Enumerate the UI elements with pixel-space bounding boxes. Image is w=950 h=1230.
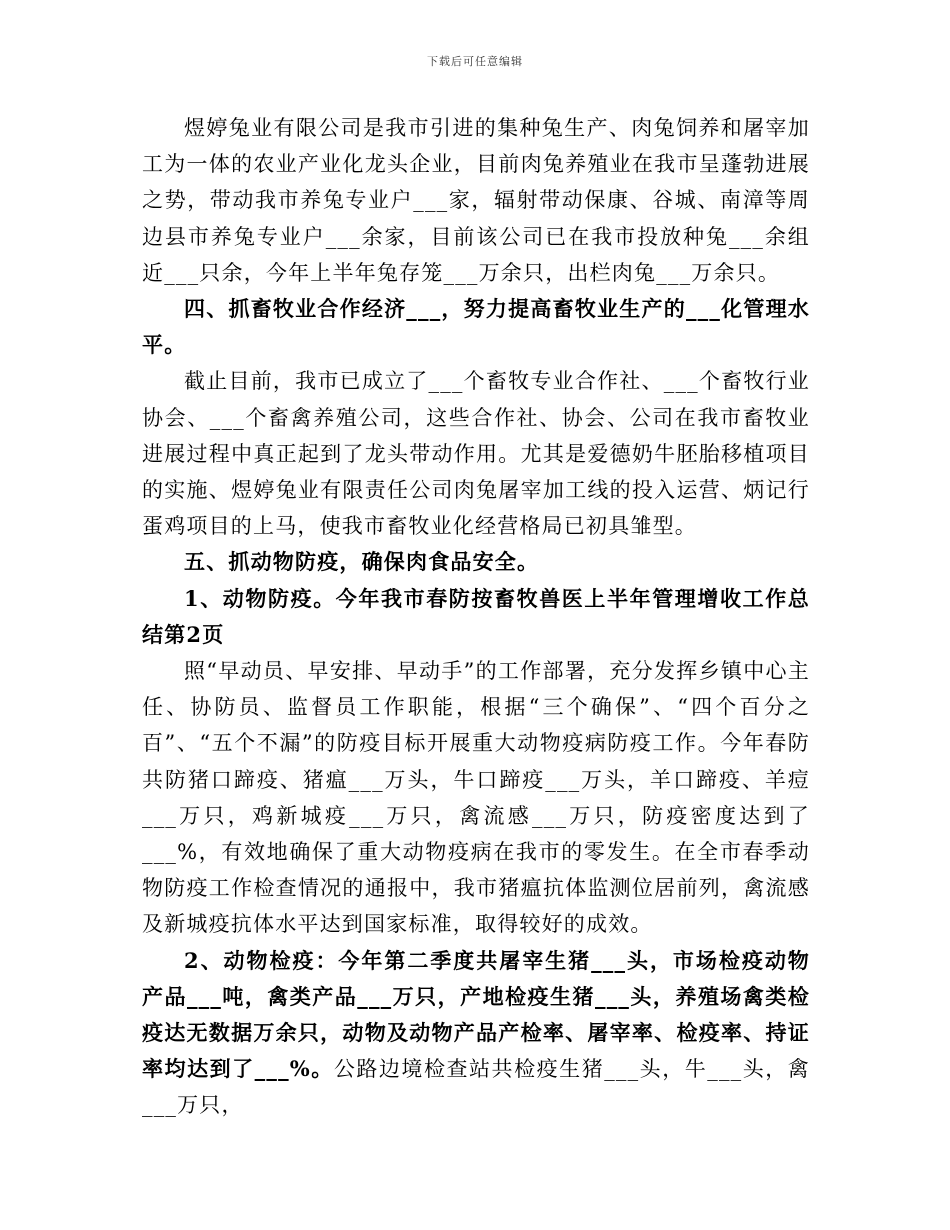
paragraph-epidemic-prevention: 照“早动员、早安排、早动手”的工作部署，充分发挥乡镇中心主任、协防员、监督员工作职能，根据“三个确保”、“四个百分之百”、“五个不漏”的防疫目标开展重大动物疫病防疫工作。今年春防共防猪口蹄疫、猪瘟___万头，牛口蹄疫___万头，羊口蹄疫、羊痘___万只，鸡新城疫___万只，禽流感___万只，防疫密度达到了___%，有效地确保了重大动物疫病在我市的零发生。在全市春季动物防疫工作检查情况的通报中，我市猪瘟抗体监测位居前列，禽流感及新城疫抗体水平达到国家标准，取得较好的成效。 — [142, 659, 810, 937]
animal-quarantine-normal-text: 公路边境检查站共检疫生猪___头，牛___头，禽___万只， — [142, 1057, 810, 1118]
section-heading-cooperative-economy: 四、抓畜牧业合作经济___，努力提高畜牧业生产的___化管理水平。 — [142, 296, 810, 358]
subheading-animal-epidemic-prevention: 1、动物防疫。今年我市春防按畜牧兽医上半年管理增收工作总结第2页 — [142, 585, 810, 647]
section-heading-animal-epidemic-prevention: 五、抓动物防疫，确保肉食品安全。 — [184, 549, 540, 575]
paragraph-rabbit-company: 煜婷兔业有限公司是我市引进的集种兔生产、肉兔饲养和屠宰加工为一体的农业产业化龙头企业，目前肉兔养殖业在我市呈蓬勃进展之势，带动我市养兔专业户___家，辐射带动保康、谷城、南漳等周边县市养兔专业户___余家，目前该公司已在我市投放种兔___余组近___只余，今年上半年兔存笼___万余只，出栏肉兔___万余只。 — [142, 116, 810, 285]
header-note: 下载后可任意编辑 — [427, 55, 523, 68]
animal-quarantine-bold-text: 2、动物检疫：今年第二季度共屠宰生猪___头，市场检疫动物产品___吨，禽类产品___万只，产地检疫生猪___头，养殖场禽类检疫达无数据万余只，动物及动物产品产检率、屠宰率、检疫率、持证率均达到了___%。 — [142, 947, 810, 1082]
paragraph-cooperatives: 截止目前，我市已成立了___个畜牧专业合作社、___个畜牧行业协会、___个畜禽养殖公司，这些合作社、协会、公司在我市畜牧业进展过程中真正起到了龙头带动作用。尤其是爱德奶牛胚胎移植项目的实施、煜婷兔业有限责任公司肉兔屠宰加工线的投入运营、炳记行蛋鸡项目的上马，使我市畜牧业化经营格局已初具雏型。 — [142, 369, 810, 539]
paragraph-animal-quarantine — [142, 943, 810, 1124]
document-body — [142, 110, 810, 1124]
